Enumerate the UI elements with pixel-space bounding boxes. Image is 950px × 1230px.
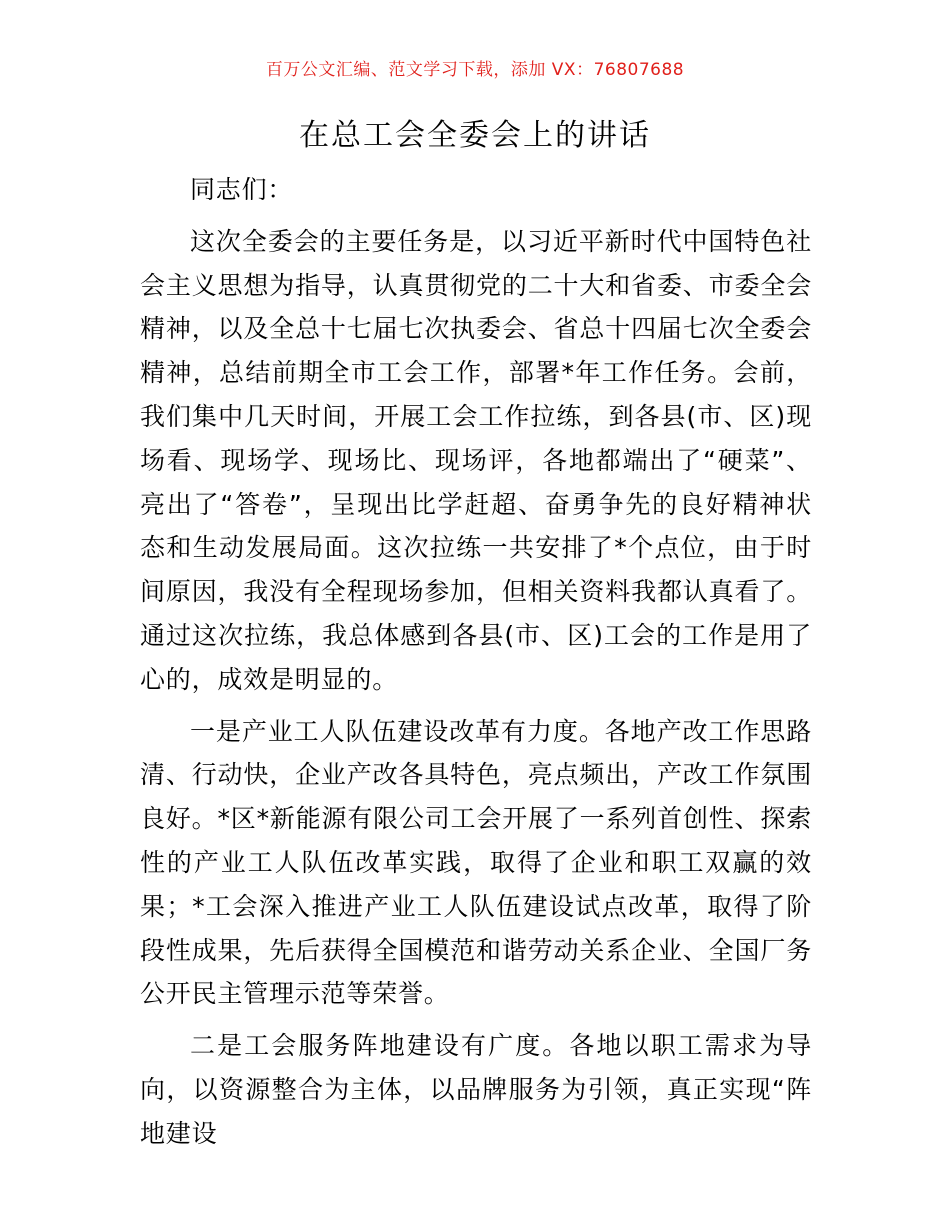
paragraph-1: 这次全委会的主要任务是，以习近平新时代中国特色社会主义思想为指导，认真贯彻党的二十大和省委、市委全会精神，以及全总十七届七次执委会、省总十四届七次全委会精神，总结前期全市工会工作，部署*年工作任务。会前，我们集中几天时间，开展工会工作拉练，到各县(市、区)现场看、现场学、现场比、现场评，各地都端出了“硬菜”、亮出了“答卷”，呈现出比学赶超、奋勇争先的良好精神状态和生动发展局面。这次拉练一共安排了*个点位，由于时间原因，我没有全程现场参加，但相关资料我都认真看了。通过这次拉练，我总体感到各县(市、区)工会的工作是用了心的，成效是明显的。	[140, 226, 812, 694]
watermark-header: 百万公文汇编、范文学习下载，添加 VX：76807688	[265, 60, 685, 80]
greeting: 同志们：	[190, 175, 294, 204]
document-title: 在总工会全委会上的讲话	[299, 118, 651, 153]
document-body	[140, 168, 812, 1156]
paragraph-3: 二是工会服务阵地建设有广度。各地以职工需求为导向，以资源整合为主体，以品牌服务为引领，真正实现“阵地建设	[140, 1031, 812, 1148]
paragraph-2: 一是产业工人队伍建设改革有力度。各地产改工作思路清、行动快，企业产改各具特色，亮点频出，产改工作氛围良好。*区*新能源有限公司工会开展了一系列首创性、探索性的产业工人队伍改革实践，取得了企业和职工双赢的效果；*工会深入推进产业工人队伍建设试点改革，取得了阶段性成果，先后获得全国模范和谐劳动关系企业、全国厂务公开民主管理示范等荣誉。	[140, 716, 812, 1009]
